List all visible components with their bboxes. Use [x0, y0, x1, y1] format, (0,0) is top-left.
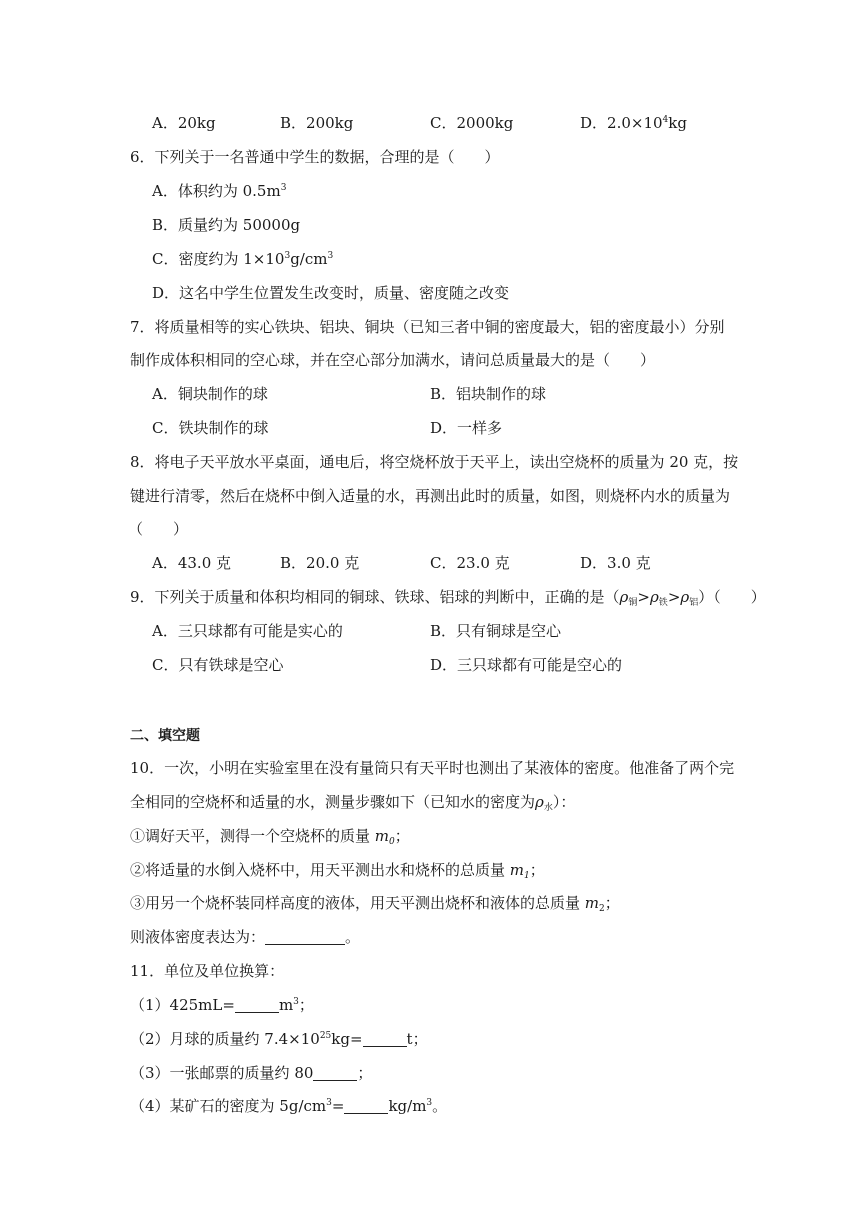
q5-option-d: D．$2.0\times 10^4kg$: [580, 114, 687, 132]
section-heading: 二、填空题: [130, 728, 200, 744]
q6-option-b: B．质量约为 50000g: [152, 216, 301, 234]
q9-option-b: B．只有铜球是空心: [430, 622, 562, 640]
q9-option-c: C．只有铁球是空心: [152, 656, 284, 674]
q8-option-b: B．20.0 克: [280, 554, 360, 572]
q5-option-b: B．200kg: [280, 114, 354, 132]
answer-blank[interactable]: [235, 996, 279, 1013]
q8-stem-line2: 键进行清零，然后在烧杯中倒入适量的水，再测出此时的质量，如图，则烧杯内水的质量为: [130, 487, 731, 505]
answer-blank[interactable]: [363, 1030, 407, 1047]
q6-option-a: A．体积约为 $0.5m^3$: [152, 182, 287, 200]
answer-blank[interactable]: [313, 1064, 357, 1081]
q10-conclusion: 则液体密度表达为： 。: [130, 928, 361, 946]
q7-option-b: B．铝块制作的球: [430, 385, 547, 403]
q10-stem-line2: 全相同的空烧杯和适量的水，测量步骤如下（已知水的密度为$\rho_水$）：: [130, 793, 576, 813]
q8-stem-line3: （ ）: [128, 520, 189, 538]
q7-option-c: C．铁块制作的球: [152, 419, 269, 437]
q9-option-a: A．三只球都有可能是实心的: [152, 622, 343, 640]
q11-part-3: （3）一张邮票的质量约 80 ；: [130, 1064, 373, 1082]
q7-stem-line2: 制作成体积相同的空心球，并在空心部分加满水，请问总质量最大的是（ ）: [130, 351, 656, 369]
q5-option-a: A．20kg: [152, 114, 216, 132]
q11-part-4: （4）某矿石的密度为 $5g/cm^3= kg/m^3$。: [130, 1097, 448, 1115]
q9-stem: 9．下列关于质量和体积均相同的铜球、铁球、铝球的判断中，正确的是$(\rho_铜>\rho_铁>\rho_铝)$（ ）: [130, 588, 766, 608]
q7-option-a: A．铜块制作的球: [152, 385, 268, 403]
q11-part-1: $(1)425mL= m^3$；: [130, 996, 314, 1014]
q10-step-3: ③用另一个烧杯装同样高度的液体，用天平测出烧杯和液体的总质量 $m_2$；: [130, 894, 620, 914]
q8-option-c: C．23.0 克: [430, 554, 510, 572]
answer-blank[interactable]: [265, 928, 345, 945]
q11-part-2: （2）月球的质量约 $7.4\times 10^{25}kg= t$；: [130, 1030, 428, 1048]
q6-option-d: D．这名中学生位置发生改变时，质量、密度随之改变: [152, 284, 510, 302]
q7-option-d: D．一样多: [430, 419, 503, 437]
q6-option-c: C．密度约为 $1\times 10^3g/cm^3$: [152, 250, 334, 268]
q10-stem-line1: 10．一次，小明在实验室里在没有量筒只有天平时也测出了某液体的密度。他准备了两个完: [130, 759, 735, 777]
answer-blank[interactable]: [344, 1097, 388, 1114]
q11-stem: 11．单位及单位换算：: [130, 962, 285, 980]
q9-option-d: D．三只球都有可能是空心的: [430, 656, 623, 674]
q7-stem-line1: 7．将质量相等的实心铁块、铝块、铜块（已知三者中铜的密度最大，铝的密度最小）分别: [130, 318, 725, 336]
q8-option-d: D．3.0 克: [580, 554, 651, 572]
q5-option-c: C．2000kg: [430, 114, 514, 132]
q8-option-a: A．43.0 克: [152, 554, 231, 572]
q6-stem: 6．下列关于一名普通中学生的数据，合理的是（ ）: [130, 148, 500, 166]
q8-stem-line1: 8．将电子天平放水平桌面，通电后，将空烧杯放于天平上，读出空烧杯的质量为 20 克，按: [130, 453, 739, 471]
q10-step-2: ②将适量的水倒入烧杯中，用天平测出水和烧杯的总质量 $m_1$；: [130, 861, 545, 881]
q10-step-1: ①调好天平，测得一个空烧杯的质量 $m_0$；: [130, 827, 410, 847]
